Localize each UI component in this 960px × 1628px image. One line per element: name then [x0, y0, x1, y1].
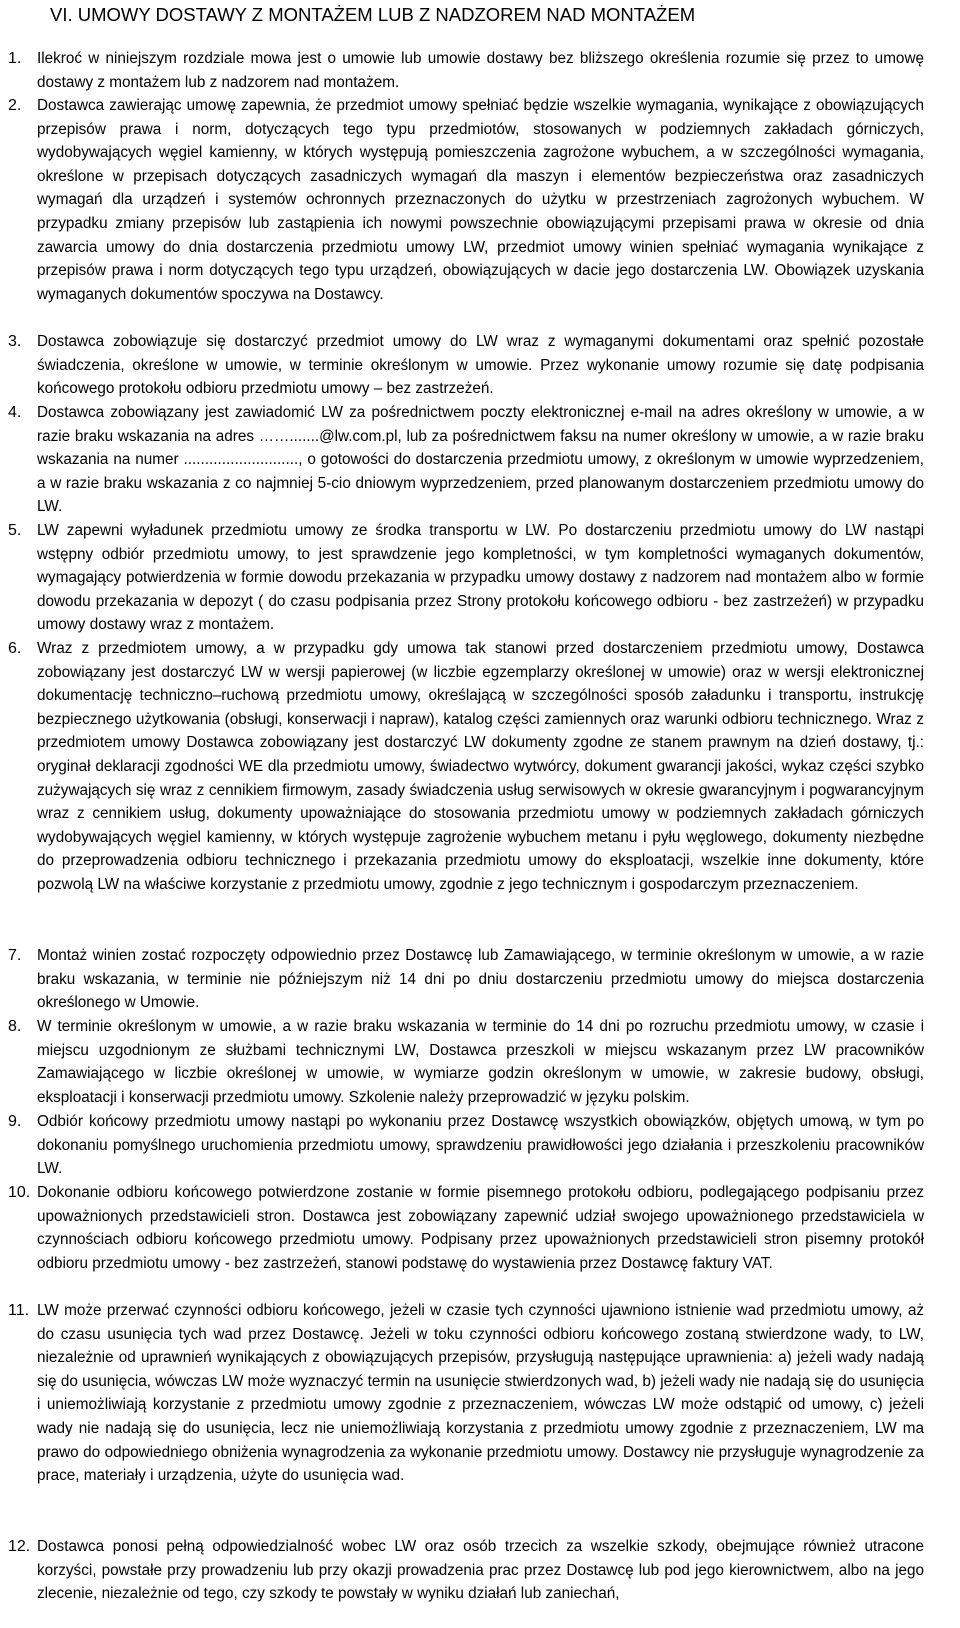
clause-text: Dostawca ponosi pełną odpowiedzialność wobec LW oraz osób trzecich za wszelkie szkody, obejmujące również utracone korzyści, powstałe przy prowadzeniu lub przy okazji prowadzenia prac przez Dostawcę lub pod jego kierownictwem, albo na jego zlecenie, niezależnie od tego, czy szkody te powstały w wyniku działań lub zaniechań, [37, 1538, 924, 1603]
section-heading: VI. UMOWY DOSTAWY Z MONTAŻEM LUB Z NADZOREM NAD MONTAŻEM [50, 4, 696, 25]
clause-item [0, 1299, 960, 1535]
clause-item [0, 1110, 960, 1181]
clause-item [0, 1181, 960, 1299]
clause-text: W terminie określonym w umowie, a w razie braku wskazania w terminie do 14 dni po rozruchu przedmiotu umowy, w czasie i miejscu uzgodnionym ze służbami technicznymi LW, Dostawca przeszkoli w miejscu wskazanym przez LW pracowników Zamawiającego w liczbie określonej w umowie, w wymiarze godzin określonym w umowie, w zakresie budowy, obsługi, eksploatacji i konserwacji przedmiotu umowy. Szkolenie należy przeprowadzić w języku polskim. [37, 1018, 924, 1106]
clause-number: 8. [8, 1018, 22, 1035]
clause-number: 3. [8, 333, 22, 350]
clause-number: 1. [8, 50, 22, 67]
clause-number: 4. [8, 404, 22, 421]
clause-text: Odbiór końcowy przedmiotu umowy nastąpi po wykonaniu przez Dostawcę wszystkich obowiązków, objętych umową, w tym po dokonaniu pomyślnego uruchomienia przedmiotu umowy, sprawdzeniu prawidłowości jego działania i przeszkoleniu pracowników LW. [37, 1113, 924, 1178]
clause-number: 5. [8, 522, 22, 539]
clause-number: 12. [8, 1538, 31, 1555]
clause-number: 7. [8, 947, 22, 964]
clause-number: 6. [8, 640, 22, 657]
clause-text: LW zapewni wyładunek przedmiotu umowy ze środka transportu w LW. Po dostarczeniu przedmiotu umowy do LW nastąpi wstępny odbiór przedmiotu umowy, to jest sprawdzenie jego kompletności, w tym kompletności wymaganych dokumentów, wymagający potwierdzenia w formie dowodu przekazania w przypadku umowy dostawy z nadzorem nad montażem albo w formie dowodu przekazania w depozyt ( do czasu podpisania przez Strony protokołu końcowego odbioru - bez zastrzeżeń) w przypadku umowy dostawy wraz z montażem. [37, 522, 924, 634]
clause-number: 2. [8, 97, 22, 114]
clause-text: Dostawca zawierając umowę zapewnia, że przedmiot umowy spełniać będzie wszelkie wymagania, wynikające z obowiązujących przepisów prawa i norm, dotyczących tego typu przedmiotów, stosowanych w podziemnych zakładach górniczych, wydobywających węgiel kamienny, w których występują pomieszczenia zagrożone wybuchem, a w szczególności wymagania, określone w przepisach dotyczących zasadniczych wymagań dla maszyn i elementów bezpieczeństwa oraz zasadniczych wymagań dla urządzeń i systemów ochronnych przeznaczonych do użytku w przestrzeniach zagrożonych wybuchem. W przypadku zmiany przepisów lub zastąpienia ich nowymi powszechnie obowiązującymi przepisami prawa w okresie od dnia zawarcia umowy do dnia dostarczenia przedmiotu umowy LW, przedmiot umowy winien spełniać wymagania wynikające z przepisów prawa i norm dotyczących tego typu urządzeń, obowiązujących w dacie jego dostarczenia LW. Obowiązek uzyskania wymaganych dokumentów spoczywa na Dostawcy. [37, 97, 924, 303]
clause-text: Wraz z przedmiotem umowy, a w przypadku gdy umowa tak stanowi przed dostarczeniem przedmiotu umowy, Dostawca zobowiązany jest dostarczyć LW w wersji papierowej (w liczbie egzemplarzy określonej w umowie) oraz w wersji elektronicznej dokumentację techniczno–ruchową przedmiotu umowy, określającą w szczególności sposób załadunku i transportu, instrukcję bezpiecznego użytkowania (obsługi, konserwacji i napraw), katalog części zamiennych oraz warunki odbioru technicznego. Wraz z przedmiotem umowy Dostawca zobowiązany jest dostarczyć LW dokumenty zgodne ze stanem prawnym na dzień dostawy, tj.: oryginał deklaracji zgodności WE dla przedmiotu umowy, świadectwo wytwórcy, dokument gwarancji jakości, wykaz części szybko zużywających się wraz z cennikiem firmowym, zasady świadczenia usług serwisowych w okresie gwarancyjnym i pogwarancyjnym wraz z cennikiem usług, dokumenty upoważniające do stosowania przedmiotu umowy w podziemnych zakładach górniczych wydobywających węgiel kamienny, w których występuje zagrożenie wybuchem metanu i pyłu węglowego, dokumenty niezbędne do przeprowadzenia odbioru technicznego i przekazania przedmiotu umowy do eksploatacji, wszelkie inne dokumenty, które pozwolą LW na właściwe korzystanie z przedmiotu umowy, zgodnie z jego technicznym i gospodarczym przeznaczeniem. [37, 640, 924, 893]
clause-text: Montaż winien zostać rozpoczęty odpowiednio przez Dostawcę lub Zamawiającego, w terminie określonym w umowie, a w razie braku wskazania, w terminie nie późniejszym niż 14 dni po dniu dostarczeniu przedmiotu umowy do miejsca dostarczenia określonego w Umowie. [37, 947, 924, 1012]
clause-item [0, 401, 960, 519]
clause-item [0, 47, 960, 94]
clause-text: Dostawca zobowiązuje się dostarczyć przedmiot umowy do LW wraz z wymaganymi dokumentami oraz spełnić pozostałe świadczenia, określone w umowie, w terminie określonym w umowie. Przez wykonanie umowy rozumie się datę podpisania końcowego protokołu odbioru przedmiotu umowy – bez zastrzeżeń. [37, 333, 924, 398]
clause-item [0, 637, 960, 944]
clause-text: Dokonanie odbioru końcowego potwierdzone zostanie w formie pisemnego protokołu odbioru, podlegającego podpisaniu przez upoważnionych przedstawicieli stron. Dostawca jest zobowiązany zapewnić udział swojego upoważnionego przedstawiciela w czynnościach odbioru końcowego przedmiotu umowy. Podpisany przez upoważnionych przedstawicieli stron pisemny protokół odbioru przedmiotu umowy - bez zastrzeżeń, stanowi podstawę do wystawienia przez Dostawcę faktury VAT. [37, 1184, 924, 1272]
clause-text: Dostawca zobowiązany jest zawiadomić LW za pośrednictwem poczty elektronicznej e-mail na adres określony w umowie, a w razie braku wskazania na adres …….......@lw.com.pl, lub za pośrednictwem faksu na numer określony w umowie, a w razie braku wskazania na numer ..........................., o gotowości do dostarczenia przedmiotu umowy, z określonym w umowie wyprzedzeniem, a w razie braku wskazania z co najmniej 5-cio dniowym wyprzedzeniem, przed planowanym dostarczeniem przedmiotu umowy do LW. [37, 404, 924, 516]
clause-item [0, 944, 960, 1015]
clause-item [0, 1015, 960, 1110]
clause-item [0, 330, 960, 401]
clause-item [0, 1535, 960, 1606]
clause-number: 9. [8, 1113, 22, 1130]
clause-text: Ilekroć w niniejszym rozdziale mowa jest o umowie lub umowie dostawy bez bliższego określenia rozumie się przez to umowę dostawy z montażem lub z nadzorem nad montażem. [37, 50, 924, 91]
clause-number: 10. [8, 1184, 31, 1201]
clause-list [0, 47, 960, 1606]
clause-number: 11. [8, 1302, 30, 1319]
clause-item [0, 519, 960, 637]
clause-text: LW może przerwać czynności odbioru końcowego, jeżeli w czasie tych czynności ujawniono istnienie wad przedmiotu umowy, aż do czasu usunięcia tych wad przez Dostawcę. Jeżeli w toku czynności odbioru końcowego zostaną stwierdzone wady, to LW, niezależnie od uprawnień wynikających z obowiązujących przepisów, przysługują następujące uprawnienia: a) jeżeli wady nadają się do usunięcia, wówczas LW może wyznaczyć termin na usunięcie stwierdzonych wad, b) jeżeli wady nie nadają się do usunięcia i uniemożliwiają korzystanie z przedmiotu umowy zgodnie z przeznaczeniem, wówczas LW może odstąpić od umowy, c) jeżeli wady nie nadają się do usunięcia, lecz nie uniemożliwiają korzystania z przedmiotu umowy zgodnie z przeznaczeniem, LW ma prawo do odpowiedniego obniżenia wynagrodzenia za wykonanie przedmiotu umowy. Dostawcy nie przysługuje wynagrodzenie za prace, materiały i urządzenia, użyte do usunięcia wad. [37, 1302, 924, 1485]
clause-item [0, 94, 960, 330]
